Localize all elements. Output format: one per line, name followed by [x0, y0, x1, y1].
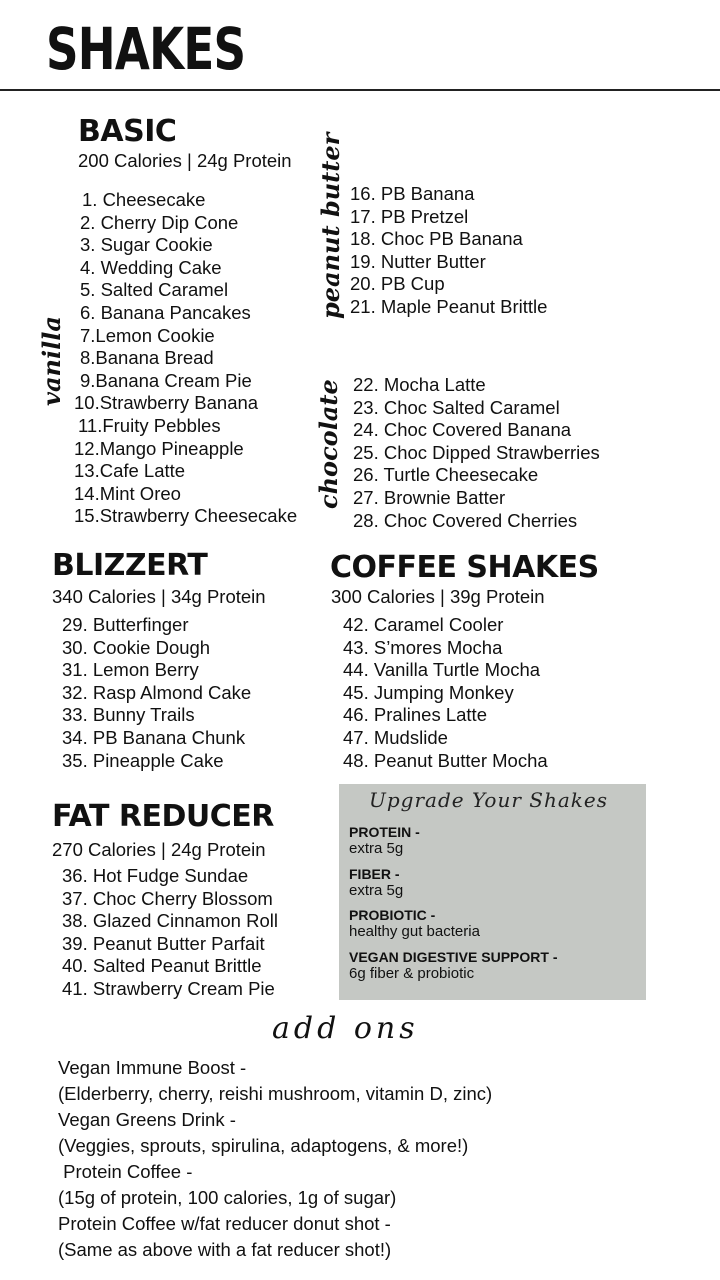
list-item: 35. Pineapple Cake [62, 749, 224, 771]
list-item: 36. Hot Fudge Sundae [62, 865, 249, 886]
upgrade-label: PROBIOTIC - [349, 907, 436, 923]
list-item: 6. Banana Pancakes [80, 301, 251, 323]
list-item: Vegan Greens Drink - [58, 1109, 236, 1130]
list-item: 1. Cheesecake [82, 189, 206, 210]
list-item: 24. Choc Covered Banana [353, 419, 572, 441]
list-item: 12.Mango Pineapple [74, 437, 244, 459]
addons-list [58, 1055, 492, 1263]
peanut-butter-label: peanut butter [316, 132, 345, 319]
list-item: 16. PB Banana [350, 183, 475, 204]
list-item: 43. S’mores Mocha [343, 636, 503, 658]
coffee-heading: COFFEE SHAKES [330, 550, 599, 585]
chocolate-label: chocolate [314, 379, 343, 509]
list-item: 19. Nutter Butter [350, 250, 486, 272]
upgrade-box [339, 784, 646, 1000]
list-item: 37. Choc Cherry Blossom [62, 887, 273, 909]
list-item: 5. Salted Caramel [80, 279, 229, 301]
chocolate-list [353, 374, 600, 532]
list-item: 44. Vanilla Turtle Mocha [343, 659, 541, 681]
basic-subline: 200 Calories | 24g Protein [78, 150, 292, 171]
list-item: 26. Turtle Cheesecake [353, 464, 539, 486]
list-item: (Veggies, sprouts, spirulina, adaptogens, & more!) [58, 1135, 469, 1156]
vanilla-list [74, 189, 297, 528]
blizzert-subline: 340 Calories | 34g Protein [52, 586, 266, 607]
upgrade-title: Upgrade Your Shakes [369, 788, 608, 812]
upgrade-detail: extra 5g [349, 840, 404, 857]
list-item: 14.Mint Oreo [74, 482, 181, 504]
list-item: 3. Sugar Cookie [80, 234, 213, 256]
list-item: Protein Coffee w/fat reducer donut shot - [58, 1213, 391, 1234]
list-item: 9.Banana Cream Pie [80, 369, 252, 391]
list-item: 42. Caramel Cooler [343, 614, 504, 635]
list-item: 7.Lemon Cookie [80, 324, 215, 346]
list-item: 48. Peanut Butter Mocha [343, 749, 548, 771]
list-item: 2. Cherry Dip Cone [80, 211, 239, 233]
list-item: 38. Glazed Cinnamon Roll [62, 910, 278, 932]
upgrade-label: FIBER - [349, 866, 400, 882]
upgrade-detail: extra 5g [349, 882, 404, 899]
list-item: 39. Peanut Butter Parfait [62, 932, 265, 954]
list-item: (Elderberry, cherry, reishi mushroom, vitamin D, zinc) [58, 1083, 493, 1104]
list-item: 18. Choc PB Banana [350, 228, 523, 250]
blizzert-list [62, 614, 251, 772]
list-item: 29. Butterfinger [62, 614, 189, 635]
list-item: 20. PB Cup [350, 273, 445, 295]
upgrade-label: VEGAN DIGESTIVE SUPPORT - [349, 949, 558, 965]
list-item: 11.Fruity Pebbles [78, 414, 221, 436]
basic-heading: BASIC [78, 114, 177, 149]
list-item: 40. Salted Peanut Brittle [62, 955, 262, 977]
vanilla-label: vanilla [37, 316, 66, 406]
list-item: 45. Jumping Monkey [343, 681, 514, 703]
list-item: 4. Wedding Cake [80, 256, 222, 278]
list-item: 27. Brownie Batter [353, 486, 506, 508]
peanut-butter-list [350, 183, 547, 319]
list-item: 8.Banana Bread [80, 347, 214, 369]
fat-reducer-list [62, 865, 278, 1001]
list-item: 28. Choc Covered Cherries [353, 509, 578, 531]
list-item: 10.Strawberry Banana [74, 392, 259, 414]
list-item: 47. Mudslide [343, 726, 448, 748]
coffee-list [343, 614, 548, 772]
fat-reducer-heading: FAT REDUCER [52, 799, 274, 834]
list-item: 46. Pralines Latte [343, 704, 487, 726]
addons-title: add ons [272, 1011, 419, 1046]
list-item: 17. PB Pretzel [350, 205, 469, 227]
list-item: 15.Strawberry Cheesecake [74, 505, 298, 527]
list-item: 25. Choc Dipped Strawberries [353, 441, 600, 463]
list-item: (15g of protein, 100 calories, 1g of sugar) [58, 1187, 397, 1208]
list-item: 32. Rasp Almond Cake [62, 681, 252, 703]
list-item: 13.Cafe Latte [74, 460, 186, 482]
list-item: 21. Maple Peanut Brittle [350, 295, 548, 317]
title-divider [0, 89, 720, 91]
list-item: (Same as above with a fat reducer shot!) [58, 1239, 392, 1260]
list-item: 30. Cookie Dough [62, 636, 211, 658]
list-item: 23. Choc Salted Caramel [353, 396, 560, 418]
list-item: 41. Strawberry Cream Pie [62, 977, 275, 999]
list-item: 33. Bunny Trails [62, 704, 195, 726]
blizzert-heading: BLIZZERT [52, 548, 208, 583]
upgrade-detail: 6g fiber & probiotic [349, 965, 475, 982]
coffee-subline: 300 Calories | 39g Protein [331, 586, 545, 607]
upgrade-detail: healthy gut bacteria [349, 923, 480, 940]
list-item: 22. Mocha Latte [353, 374, 486, 395]
list-item: Protein Coffee - [58, 1161, 193, 1182]
list-item: 34. PB Banana Chunk [62, 726, 246, 748]
page-title: SHAKES [46, 15, 246, 83]
upgrade-label: PROTEIN - [349, 824, 420, 840]
fat-reducer-subline: 270 Calories | 24g Protein [52, 839, 266, 860]
list-item: Vegan Immune Boost - [58, 1057, 247, 1078]
list-item: 31. Lemon Berry [62, 659, 199, 681]
